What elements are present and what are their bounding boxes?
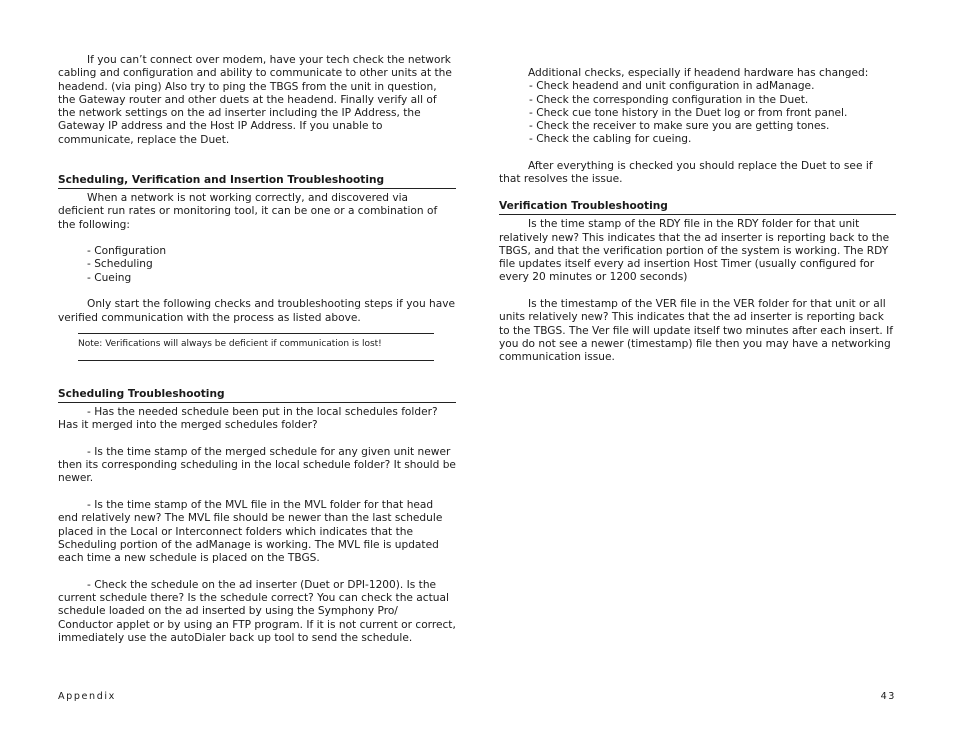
after-paragraph: After everything is checked you should replace the Duet to see if that resolves the issue. (499, 160, 873, 186)
list-item: - Scheduling (87, 258, 153, 271)
list-item: - Configuration (87, 245, 167, 258)
note-text: Note: Verifications will always be deficient if communication is lost! (78, 338, 382, 349)
list-item: - Cueing (87, 271, 132, 284)
list-item: - Check the receiver to make sure you are getting tones. (529, 120, 830, 133)
sched-item: - Is the time stamp of the merged schedule for any given unit newer then its corresponding scheduling in the local schedule folder? It should be newer. (58, 445, 456, 485)
list-item: - Check the cabling for cueing. (529, 133, 692, 146)
right-column (499, 67, 896, 365)
sched-item: - Check the schedule on the ad inserter (Duet or DPI-1200). Is the current schedule there? Is the schedule correct? You can check the actual schedule loaded on the ad inserted by using the Symphony Pro/ Conductor applet or by using an FTP program. If it is not current or correct, immediately use the autoDialer back up tool to send the schedule. (58, 578, 456, 644)
sched-heading: Scheduling Troubleshooting (58, 388, 456, 403)
sched-ver-list (58, 245, 456, 285)
only-start-paragraph: Only start the following checks and troubleshooting steps if you have verified communication with the process as listed above. (58, 298, 456, 324)
footer-page-number: 43 (880, 691, 896, 702)
sched-item: - Has the needed schedule been put in the local schedules folder? Has it merged into the merged schedules folder? (58, 405, 438, 432)
sched-ver-body: When a network is not working correctly, and discovered via deficient run rates or monitoring tool, it can be one or a combination of the following: (58, 191, 438, 231)
checks-list (499, 80, 896, 146)
intro-paragraph: If you can’t connect over modem, have your tech check the network cabling and configuration and ability to communicate to other units at the headend. (via ping) Also try to ping the TBGS from the unit in question, the Gateway router and other duets at the headend. Finally verify all of the network settings on the ad inserter including the IP Address, the Gateway IP address and the Host IP Address. If you unable to communicate, replace the Duet. (58, 54, 452, 146)
ver-paragraph-1: Is the time stamp of the RDY file in the RDY folder for that unit relatively new? This indicates that the ad inserter is reporting back to the TBGS, and that the verification portion of the system is working. The RDY file updates itself every ad insertion Host Timer (usually configured for every 20 minutes or 1200 seconds) (499, 218, 890, 284)
left-column (58, 54, 456, 645)
footer-section-label: Appendix (58, 691, 116, 702)
sched-item: - Is the time stamp of the MVL file in the MVL folder for that head end relatively new? The MVL file should be newer than the last schedule placed in the Local or Interconnect folders which indicates that the Scheduling portion of the adManage is working. The MVL file is updated each time a new schedule is placed on the TBGS. (58, 498, 443, 565)
note-box (78, 333, 434, 361)
additional-checks-intro: Additional checks, especially if headend hardware has changed: (528, 67, 869, 79)
list-item: - Check the corresponding configuration in the Duet. (529, 93, 809, 106)
ver-heading: Verification Troubleshooting (499, 200, 896, 215)
ver-paragraph-2: Is the timestamp of the VER file in the VER folder for that unit or all units relatively new? This indicates that the ad inserter is reporting back to the TBGS. The Ver file will update itself two minutes after each insert. If you do not see a newer (timestamp) file then you may have a networking communication issue. (499, 298, 893, 364)
list-item: - Check headend and unit configuration in adManage. (529, 80, 815, 93)
sched-ver-heading: Scheduling, Verification and Insertion Troubleshooting (58, 174, 456, 189)
list-item: - Check cue tone history in the Duet log or from front panel. (529, 106, 848, 119)
